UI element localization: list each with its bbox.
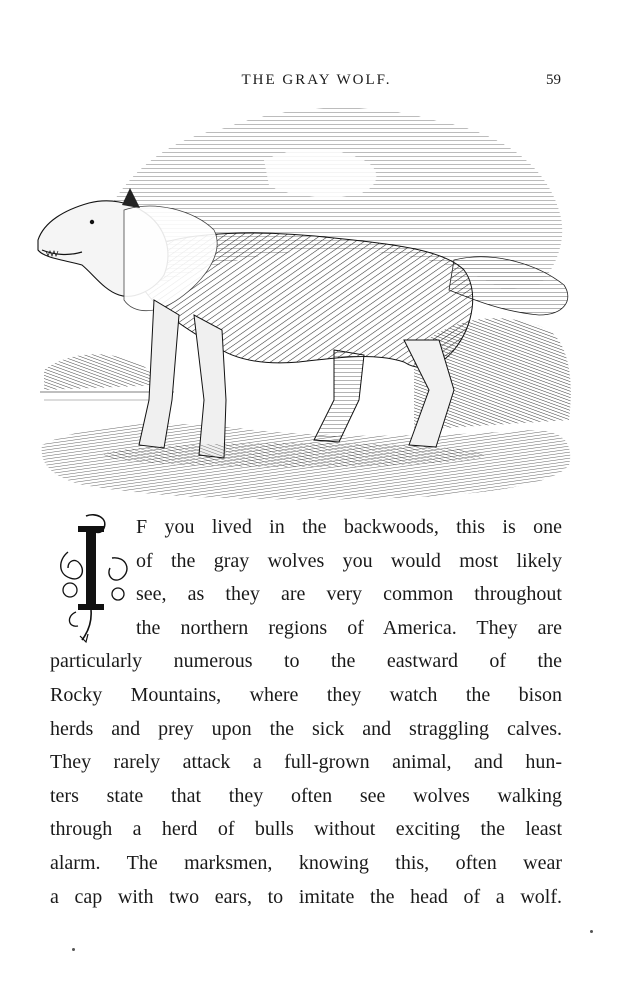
running-head [0,70,633,94]
text-line: see, as they are very common throughout [136,583,562,606]
wolf-shadow [104,443,484,467]
wolf-eye [90,220,94,224]
stray-ink-mark [590,930,593,933]
wolf-hindleg-front [314,350,364,442]
text-line: a cap with two ears, to imitate the head of a wolf. [50,885,562,908]
wolf-engraving-illustration [34,100,579,505]
wolf-engraving [34,100,579,505]
text-line: Rocky Mountains, where they watch the bison [50,683,562,706]
text-line: They rarely attack a full-grown animal, and hun- [50,751,562,774]
distant-shore [44,354,164,390]
text-line: particularly numerous to the eastward of the [50,650,562,673]
text-line: of the gray wolves you would most likely [136,549,562,572]
text-line: through a herd of bulls without exciting the least [50,818,562,841]
stray-ink-mark [72,948,75,951]
text-line: alarm. The marksmen, knowing this, often wear [50,851,562,874]
text-line: the northern regions of America. They are [136,616,562,639]
page-number: 59 [546,72,561,88]
running-title: THE GRAY WOLF. [241,72,392,88]
body-text [50,511,562,914]
text-line: herds and prey upon the sick and straggling calves. [50,717,562,740]
text-line: ters state that they often see wolves walking [50,784,562,807]
text-line: F you lived in the backwoods, this is one [136,516,562,538]
